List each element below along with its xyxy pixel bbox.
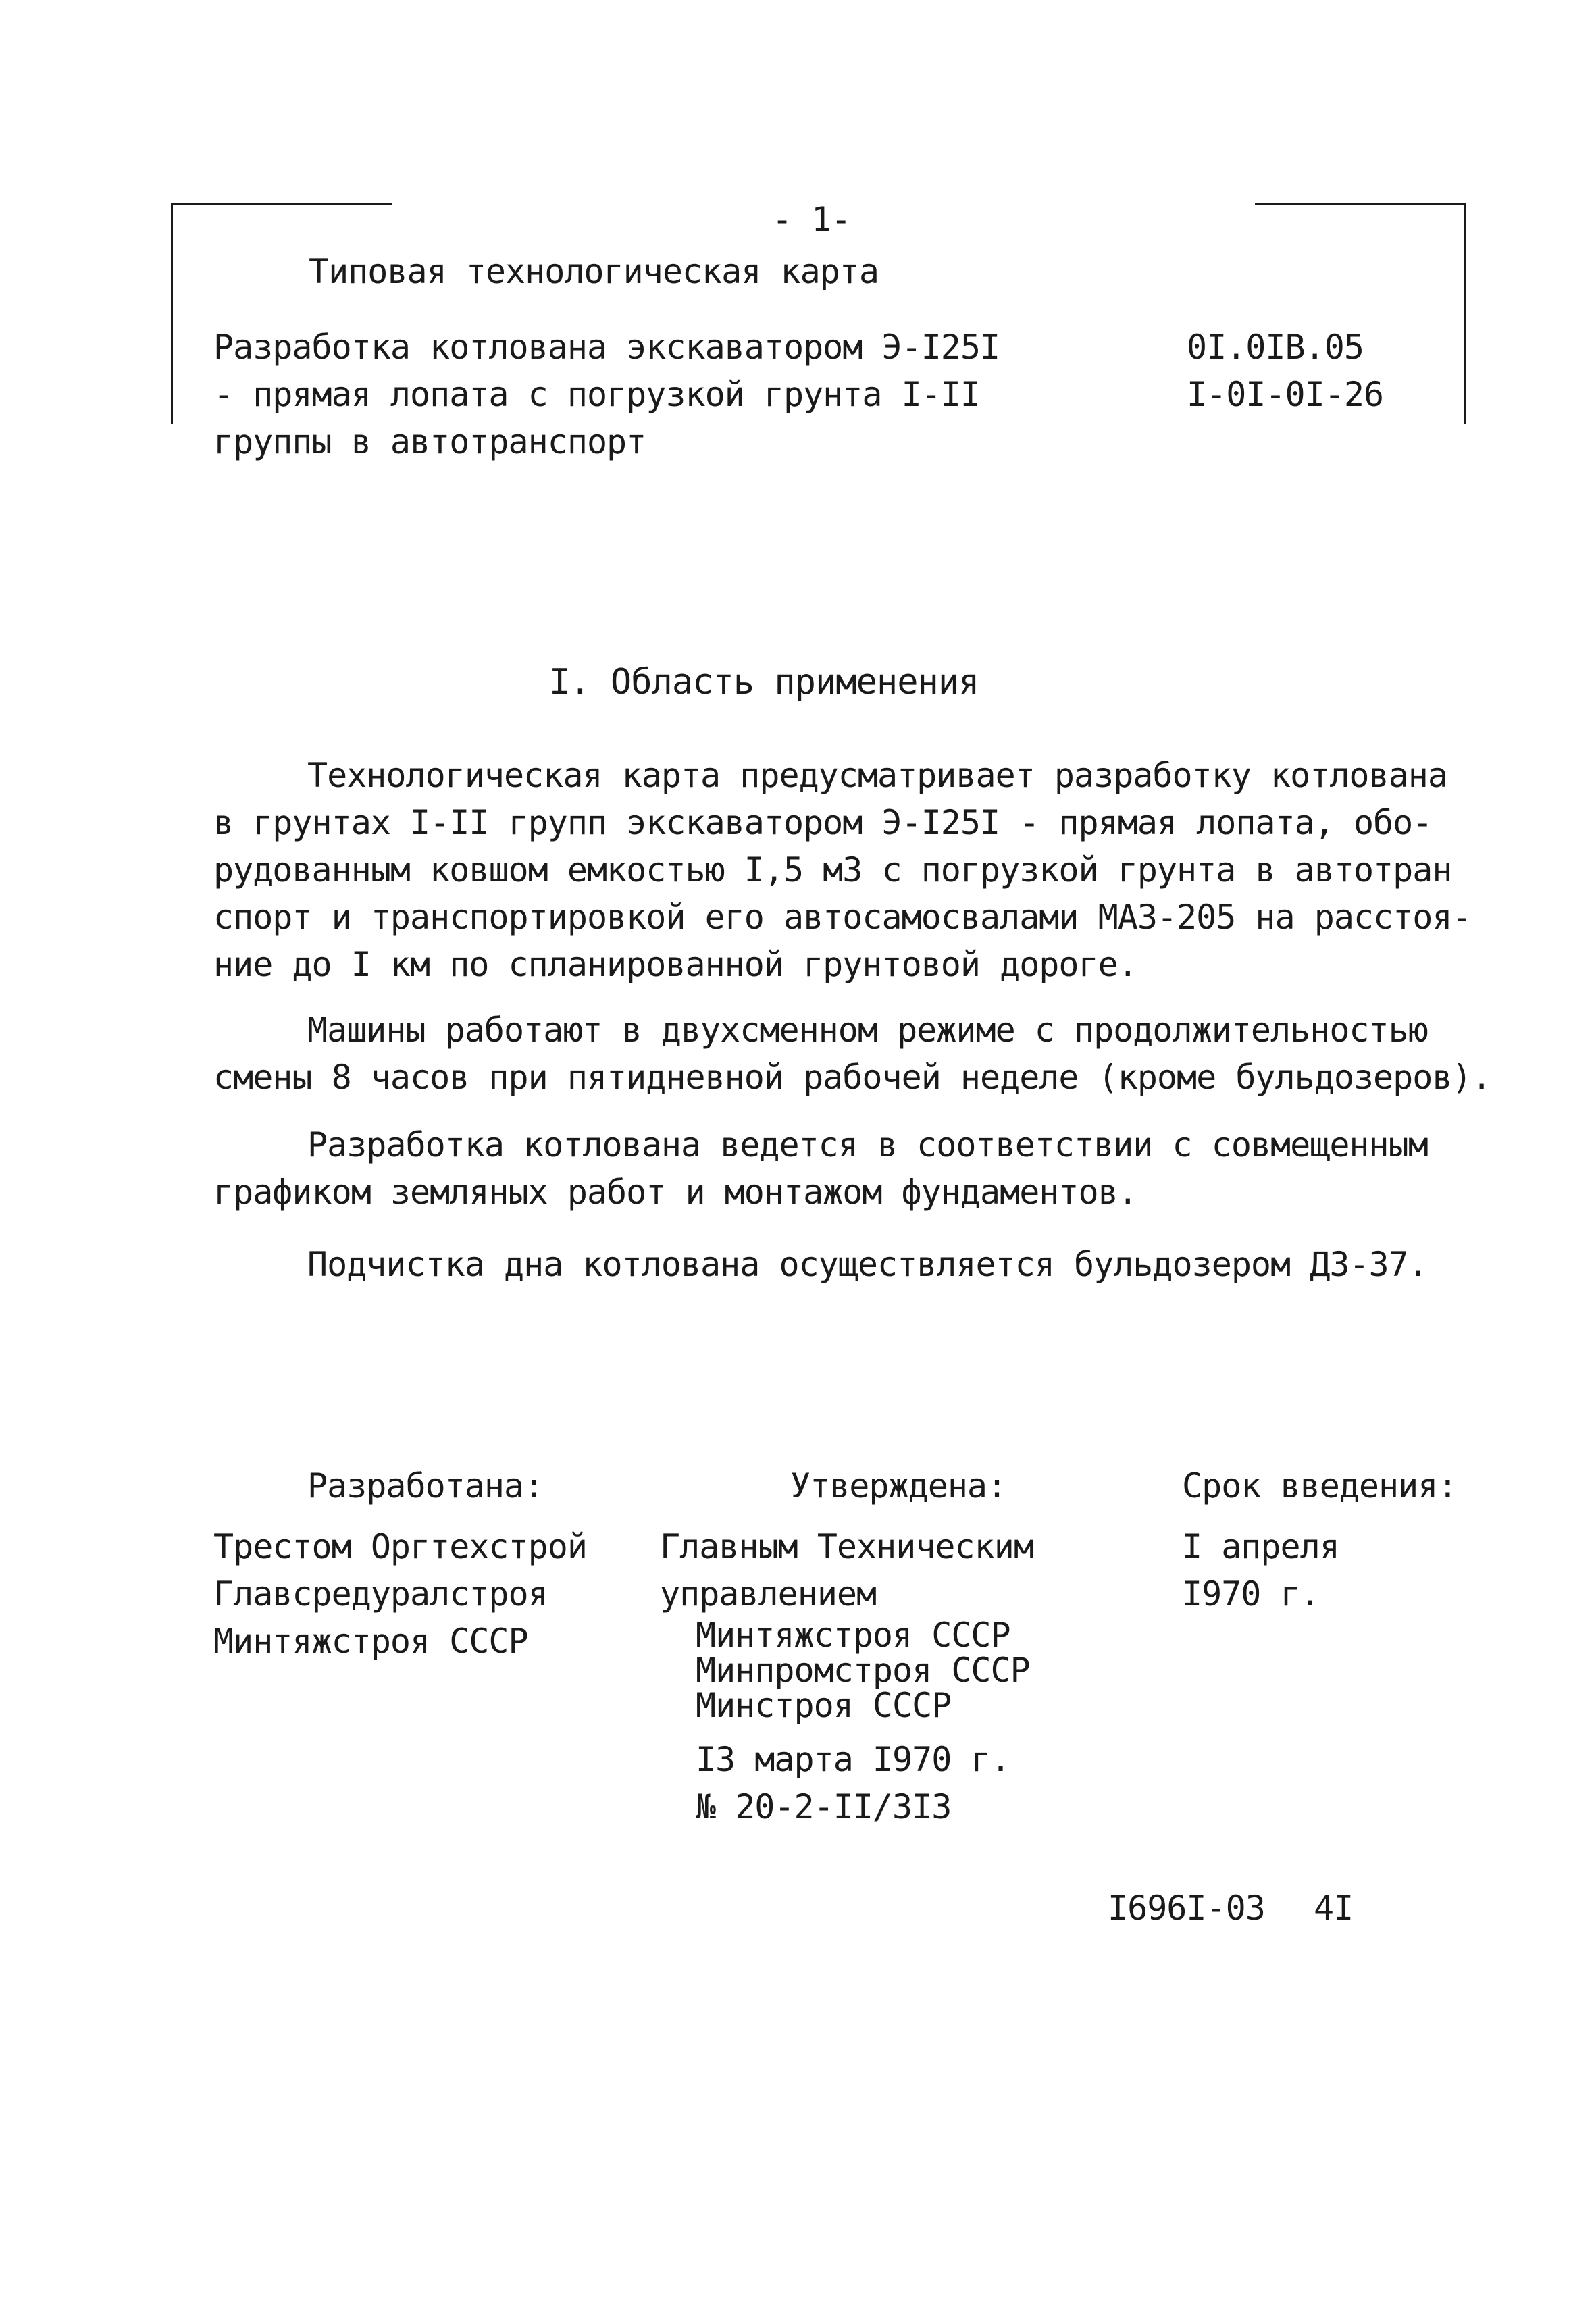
doc-type: Типовая технологическая карта (309, 252, 879, 291)
developed-line-2: Главсредуралстроя (213, 1574, 548, 1614)
frame-left-top (171, 203, 392, 205)
effective-line-1: I апреля (1182, 1527, 1339, 1566)
title-line-3: группы в автотранспорт (213, 422, 646, 461)
paragraph-3-line-2: графиком земляных работ и монтажом фундаментов. (213, 1173, 1137, 1212)
frame-left-vertical (171, 203, 173, 424)
page-number: - 1- (772, 200, 851, 239)
doc-code-2: I-0I-0I-26 (1187, 375, 1384, 414)
paragraph-1-line-4: спорт и транспортировкой его автосамосвалами МАЗ-205 на расстоя- (213, 898, 1472, 937)
paragraph-1-line-3: рудованным ковшом емкостью I,5 м3 с погрузкой грунта в автотран (213, 850, 1452, 890)
approved-ministry-2: Минпромстроя СССР (696, 1651, 1030, 1690)
developed-line-3: Минтяжстроя СССР (213, 1622, 528, 1661)
section-heading: I. Область применения (549, 662, 979, 702)
paragraph-3-line-1: Разработка котлована ведется в соответствии с совмещенным (307, 1125, 1428, 1164)
footer-page: 4I (1314, 1888, 1354, 1928)
approved-line-1: Главным Техническим (660, 1527, 1033, 1566)
title-line-1: Разработка котлована экскаватором Э-I25I (213, 328, 1000, 367)
paragraph-1-line-2: в грунтах I-II групп экскаватором Э-I25I - прямая лопата, обо- (213, 803, 1433, 842)
frame-right-vertical (1464, 203, 1466, 424)
effective-line-2: I970 г. (1182, 1574, 1320, 1614)
paragraph-2-line-2: смены 8 часов при пятидневной рабочей неделе (кроме бульдозеров). (213, 1058, 1491, 1097)
approved-date: I3 марта I970 г. (696, 1740, 1010, 1779)
footer-code: I696I-03 (1108, 1888, 1265, 1928)
approved-line-2: управлением (660, 1574, 877, 1614)
title-line-2: - прямая лопата с погрузкой грунта I-II (213, 375, 980, 414)
paragraph-1-line-1: Технологическая карта предусматривает разработку котлована (307, 756, 1447, 795)
approved-ministry-1: Минтяжстроя СССР (696, 1616, 1010, 1655)
approved-ministry-3: Минстроя СССР (696, 1686, 952, 1725)
effective-label: Срок введения: (1182, 1466, 1458, 1506)
approved-number: № 20-2-II/3I3 (696, 1787, 952, 1826)
doc-code-1: 0I.0IВ.05 (1187, 328, 1364, 367)
paragraph-4-line-1: Подчистка дна котлована осуществляется бульдозером ДЗ-37. (307, 1245, 1428, 1284)
frame-right-top (1255, 203, 1466, 205)
developed-label: Разработана: (307, 1466, 544, 1506)
paragraph-1-line-5: ние до I км по спланированной грунтовой дороге. (213, 945, 1137, 984)
approved-label: Утверждена: (790, 1466, 1007, 1506)
developed-line-1: Трестом Оргтехстрой (213, 1527, 587, 1566)
paragraph-2-line-1: Машины работают в двухсменном режиме с продолжительностью (307, 1010, 1428, 1050)
